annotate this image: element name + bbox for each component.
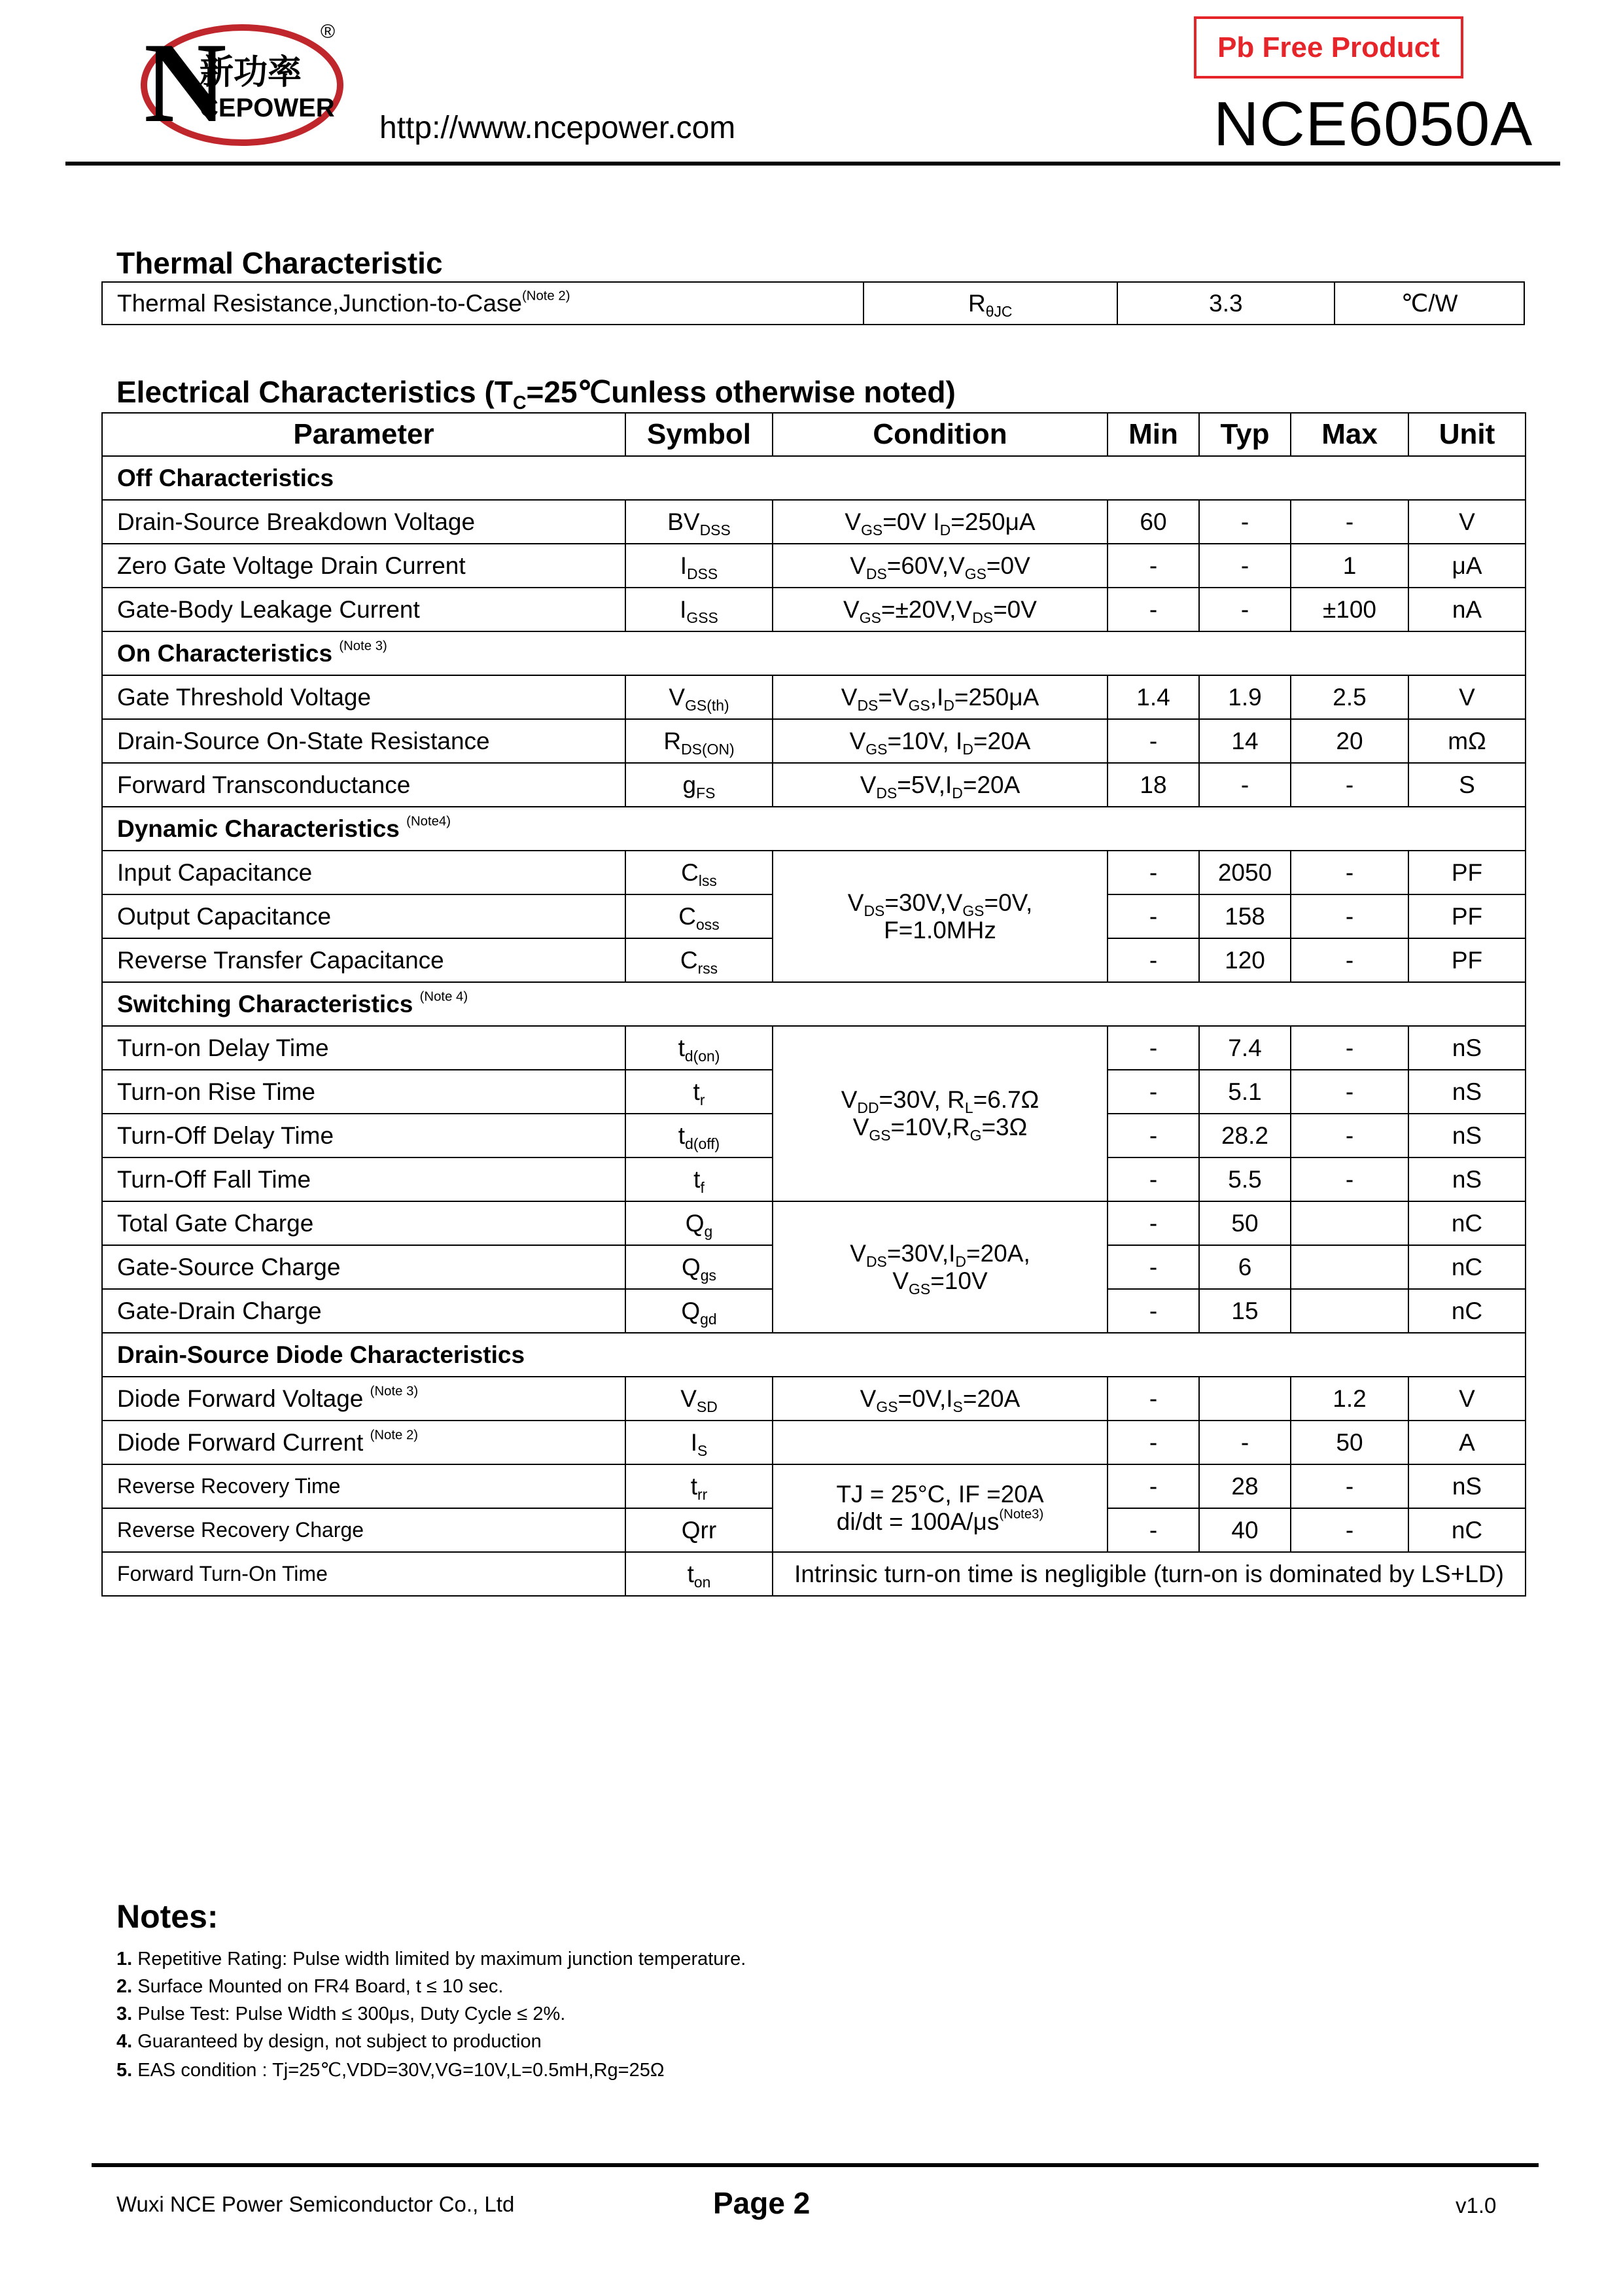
- symbol-cell: $t_{d(off)}$: [625, 1114, 773, 1157]
- param-cell: Turn-on Delay Time: [102, 1026, 625, 1070]
- page-number: Page 2: [713, 2186, 811, 2220]
- min-cell: -: [1108, 851, 1199, 894]
- pb-free-badge: Pb Free Product: [1194, 16, 1463, 79]
- min-cell: -: [1108, 1421, 1199, 1464]
- typ-cell: -: [1199, 763, 1291, 807]
- header-typ: Typ: [1199, 413, 1291, 456]
- typ-cell: 14: [1199, 719, 1291, 763]
- typ-cell: -: [1199, 500, 1291, 544]
- max-cell: -: [1291, 1026, 1408, 1070]
- min-cell: -: [1108, 894, 1199, 938]
- min-cell: -: [1108, 1157, 1199, 1201]
- param-cell: Drain-Source Breakdown Voltage: [102, 500, 625, 544]
- typ-cell: 40: [1199, 1508, 1291, 1552]
- max-cell: -: [1291, 1508, 1408, 1552]
- max-cell: -: [1291, 1070, 1408, 1114]
- typ-cell: -: [1199, 544, 1291, 588]
- table-row: [102, 851, 1526, 894]
- unit-cell: mΩ: [1408, 719, 1526, 763]
- min-cell: 60: [1108, 500, 1199, 544]
- condition-cell: $V_{DS}=30V,I_D=20A$, $V_{GS}=10V$: [773, 1201, 1108, 1333]
- note-item: 1. Repetitive Rating: Pulse width limited by maximum junction temperature.: [116, 1949, 746, 1969]
- header-condition: Condition: [773, 413, 1108, 456]
- param-cell: Total Gate Charge: [102, 1201, 625, 1245]
- thermal-symbol: $R_{\theta JC}$: [864, 282, 1117, 325]
- param-cell: Diode Forward Current $^{(Note 2)}$: [102, 1421, 625, 1464]
- typ-cell: 1.9: [1199, 675, 1291, 719]
- min-cell: -: [1108, 1289, 1199, 1333]
- table-row: [102, 1552, 1526, 1596]
- min-cell: -: [1108, 588, 1199, 631]
- min-cell: -: [1108, 1464, 1199, 1508]
- min-cell: 1.4: [1108, 675, 1199, 719]
- condition-cell: $V_{GS}=0V$ $I_D=250\mu A$: [773, 500, 1108, 544]
- header-max: Max: [1291, 413, 1408, 456]
- typ-cell: 28: [1199, 1464, 1291, 1508]
- unit-cell: nC: [1408, 1201, 1526, 1245]
- logo-english-text: CEPOWER: [200, 94, 335, 122]
- max-cell: -: [1291, 1114, 1408, 1157]
- unit-cell: V: [1408, 500, 1526, 544]
- param-cell: Gate Threshold Voltage: [102, 675, 625, 719]
- symbol-cell: $I_{DSS}$: [625, 544, 773, 588]
- header-symbol: Symbol: [625, 413, 773, 456]
- table-header-row: [102, 413, 1526, 456]
- max-cell: [1291, 1245, 1408, 1289]
- group-off: Off Characteristics: [102, 456, 1526, 500]
- group-row: [102, 456, 1526, 500]
- group-row: [102, 631, 1526, 675]
- typ-cell: 5.1: [1199, 1070, 1291, 1114]
- min-cell: -: [1108, 1245, 1199, 1289]
- company-name: Wuxi NCE Power Semiconductor Co., Ltd: [116, 2192, 515, 2216]
- thermal-value: 3.3: [1117, 282, 1335, 325]
- typ-cell: 7.4: [1199, 1026, 1291, 1070]
- group-switching: Switching Characteristics $^{(Note 4)}$: [102, 982, 1526, 1026]
- param-cell: Reverse Recovery Time: [102, 1464, 625, 1508]
- thermal-table: [101, 281, 1525, 325]
- symbol-cell: $C_{oss}$: [625, 894, 773, 938]
- typ-cell: 28.2: [1199, 1114, 1291, 1157]
- symbol-cell: $t_{rr}$: [625, 1464, 773, 1508]
- table-row: [102, 1421, 1526, 1464]
- table-row: [102, 1464, 1526, 1508]
- unit-cell: nS: [1408, 1070, 1526, 1114]
- param-cell: Drain-Source On-State Resistance: [102, 719, 625, 763]
- min-cell: -: [1108, 1201, 1199, 1245]
- max-cell: 1: [1291, 544, 1408, 588]
- thermal-title: Thermal Characteristic: [116, 246, 443, 280]
- group-row: [102, 807, 1526, 851]
- max-cell: 50: [1291, 1421, 1408, 1464]
- website-url[interactable]: http://www.ncepower.com: [379, 111, 736, 145]
- condition-cell: $V_{DS}=30V,V_{GS}=0V$, F=1.0MHz: [773, 851, 1108, 982]
- max-cell: [1291, 1289, 1408, 1333]
- unit-cell: nC: [1408, 1245, 1526, 1289]
- max-cell: -: [1291, 894, 1408, 938]
- symbol-cell: $Q_g$: [625, 1201, 773, 1245]
- thermal-note: (Note 2): [521, 289, 570, 304]
- condition-cell: $V_{GS}=0V,I_S=20A$: [773, 1377, 1108, 1421]
- param-cell: Reverse Transfer Capacitance: [102, 938, 625, 982]
- symbol-cell: $C_{lss}$: [625, 851, 773, 894]
- max-cell: 20: [1291, 719, 1408, 763]
- max-cell: -: [1291, 763, 1408, 807]
- part-number: NCE6050A: [1213, 89, 1533, 159]
- header-rule: [65, 162, 1560, 166]
- typ-cell: -: [1199, 1421, 1291, 1464]
- unit-cell: S: [1408, 763, 1526, 807]
- electrical-table: [101, 412, 1526, 1597]
- header-unit: Unit: [1408, 413, 1526, 456]
- note-item: 4. Guaranteed by design, not subject to production: [116, 2031, 542, 2052]
- typ-cell: 120: [1199, 938, 1291, 982]
- max-cell: -: [1291, 938, 1408, 982]
- max-cell: 1.2: [1291, 1377, 1408, 1421]
- param-cell: Zero Gate Voltage Drain Current: [102, 544, 625, 588]
- group-row: [102, 982, 1526, 1026]
- symbol-cell: Qrr: [625, 1508, 773, 1552]
- unit-cell: nC: [1408, 1289, 1526, 1333]
- typ-cell: 2050: [1199, 851, 1291, 894]
- condition-cell: TJ = 25°C, IF =20A $di/dt = 100A/\mu s^{(Note3)}$: [773, 1464, 1108, 1552]
- param-cell: Forward Transconductance: [102, 763, 625, 807]
- electrical-title: Electrical Characteristics ($T_C=25℃unless$ otherwise noted): [116, 375, 956, 414]
- min-cell: -: [1108, 1114, 1199, 1157]
- ncepower-logo: [137, 13, 347, 150]
- logo-chinese-text: 新功率: [200, 53, 302, 92]
- unit-cell: V: [1408, 1377, 1526, 1421]
- condition-cell: $V_{DS}=V_{GS},I_D=250\mu A$: [773, 675, 1108, 719]
- table-row: [102, 763, 1526, 807]
- param-cell: Output Capacitance: [102, 894, 625, 938]
- param-cell: Diode Forward Voltage $^{(Note 3)}$: [102, 1377, 625, 1421]
- symbol-cell: $V_{SD}$: [625, 1377, 773, 1421]
- typ-cell: 6: [1199, 1245, 1291, 1289]
- symbol-cell: $g_{FS}$: [625, 763, 773, 807]
- param-cell: Turn-on Rise Time: [102, 1070, 625, 1114]
- thermal-param: Thermal Resistance,Junction-to-Case$^{(Note 2)}$: [102, 282, 864, 325]
- symbol-cell: $C_{rss}$: [625, 938, 773, 982]
- unit-cell: A: [1408, 1421, 1526, 1464]
- symbol-cell: $I_S$: [625, 1421, 773, 1464]
- condition-cell: $V_{GS}=10V$, $I_D=20A$: [773, 719, 1108, 763]
- typ-cell: -: [1199, 588, 1291, 631]
- note-item: 5. EAS condition : Tj=25℃,VDD=30V,VG=10V,L=0.5mH,Rg=25Ω: [116, 2060, 665, 2081]
- param-cell: Gate-Source Charge: [102, 1245, 625, 1289]
- typ-cell: [1199, 1377, 1291, 1421]
- table-row: [102, 1201, 1526, 1245]
- logo-letter-n: N: [144, 19, 227, 146]
- typ-cell: 50: [1199, 1201, 1291, 1245]
- unit-cell: nS: [1408, 1026, 1526, 1070]
- condition-cell: $V_{DD}=30V$, $R_L=6.7\Omega$ $V_{GS}=10V,R_G=3\Omega$: [773, 1026, 1108, 1201]
- condition-cell: $V_{DS}=5V,I_D=20A$: [773, 763, 1108, 807]
- unit-cell: nS: [1408, 1464, 1526, 1508]
- param-cell: Turn-Off Fall Time: [102, 1157, 625, 1201]
- unit-cell: V: [1408, 675, 1526, 719]
- symbol-cell: $I_{GSS}$: [625, 588, 773, 631]
- typ-cell: 158: [1199, 894, 1291, 938]
- param-cell: Gate-Drain Charge: [102, 1289, 625, 1333]
- version-label: v1.0: [1456, 2193, 1497, 2217]
- max-cell: [1291, 1201, 1408, 1245]
- unit-cell: PF: [1408, 894, 1526, 938]
- max-cell: -: [1291, 1464, 1408, 1508]
- symbol-cell: $t_f$: [625, 1157, 773, 1201]
- group-on: On Characteristics $^{(Note 3)}$: [102, 631, 1526, 675]
- group-row: [102, 1333, 1526, 1377]
- symbol-cell: $t_{on}$: [625, 1552, 773, 1596]
- min-cell: -: [1108, 938, 1199, 982]
- table-row: [102, 588, 1526, 631]
- symbol-cell: $V_{GS(th)}$: [625, 675, 773, 719]
- unit-cell: μA: [1408, 544, 1526, 588]
- param-cell: Reverse Recovery Charge: [102, 1508, 625, 1552]
- unit-cell: nS: [1408, 1114, 1526, 1157]
- min-cell: -: [1108, 719, 1199, 763]
- table-row: [102, 282, 1524, 325]
- max-cell: -: [1291, 851, 1408, 894]
- param-cell: Gate-Body Leakage Current: [102, 588, 625, 631]
- unit-cell: nC: [1408, 1508, 1526, 1552]
- notes-title: Notes:: [116, 1898, 218, 1935]
- max-cell: 2.5: [1291, 675, 1408, 719]
- table-row: [102, 500, 1526, 544]
- unit-cell: PF: [1408, 851, 1526, 894]
- param-cell: Forward Turn-On Time: [102, 1552, 625, 1596]
- param-cell: Turn-Off Delay Time: [102, 1114, 625, 1157]
- symbol-cell: $Q_{gd}$: [625, 1289, 773, 1333]
- min-cell: -: [1108, 1377, 1199, 1421]
- unit-cell: nA: [1408, 588, 1526, 631]
- symbol-cell: $R_{DS(ON)}$: [625, 719, 773, 763]
- min-cell: -: [1108, 1070, 1199, 1114]
- max-cell: -: [1291, 1157, 1408, 1201]
- condition-cell: $V_{DS}=60V,V_{GS}=0V$: [773, 544, 1108, 588]
- condition-cell: [773, 1421, 1108, 1464]
- symbol-cell: $t_{d(on)}$: [625, 1026, 773, 1070]
- group-dynamic: Dynamic Characteristics $^{(Note4)}$: [102, 807, 1526, 851]
- table-row: [102, 719, 1526, 763]
- condition-cell: $V_{GS}=\pm 20V,V_{DS}=0V$: [773, 588, 1108, 631]
- thermal-unit: ℃/W: [1335, 282, 1524, 325]
- note-item: 2. Surface Mounted on FR4 Board, t ≤ 10 sec.: [116, 1976, 504, 1997]
- header-min: Min: [1108, 413, 1199, 456]
- min-cell: -: [1108, 544, 1199, 588]
- condition-cell: Intrinsic turn-on time is negligible (turn-on is dominated by LS+LD): [773, 1552, 1526, 1596]
- table-row: [102, 1377, 1526, 1421]
- table-row: [102, 675, 1526, 719]
- table-row: [102, 544, 1526, 588]
- typ-cell: 15: [1199, 1289, 1291, 1333]
- footer-rule: [92, 2163, 1539, 2167]
- max-cell: -: [1291, 500, 1408, 544]
- min-cell: -: [1108, 1026, 1199, 1070]
- symbol-cell: $Q_{gs}$: [625, 1245, 773, 1289]
- table-row: [102, 1026, 1526, 1070]
- logo-registered-mark: ®: [321, 21, 336, 43]
- header-parameter: Parameter: [102, 413, 625, 456]
- symbol-cell: $t_r$: [625, 1070, 773, 1114]
- unit-cell: nS: [1408, 1157, 1526, 1201]
- typ-cell: 5.5: [1199, 1157, 1291, 1201]
- symbol-cell: $BV_{DSS}$: [625, 500, 773, 544]
- group-diode: Drain-Source Diode Characteristics: [102, 1333, 1526, 1377]
- min-cell: -: [1108, 1508, 1199, 1552]
- note-item: 3. Pulse Test: Pulse Width ≤ 300μs, Duty Cycle ≤ 2%.: [116, 2004, 566, 2024]
- param-cell: Input Capacitance: [102, 851, 625, 894]
- unit-cell: PF: [1408, 938, 1526, 982]
- min-cell: 18: [1108, 763, 1199, 807]
- max-cell: ±100: [1291, 588, 1408, 631]
